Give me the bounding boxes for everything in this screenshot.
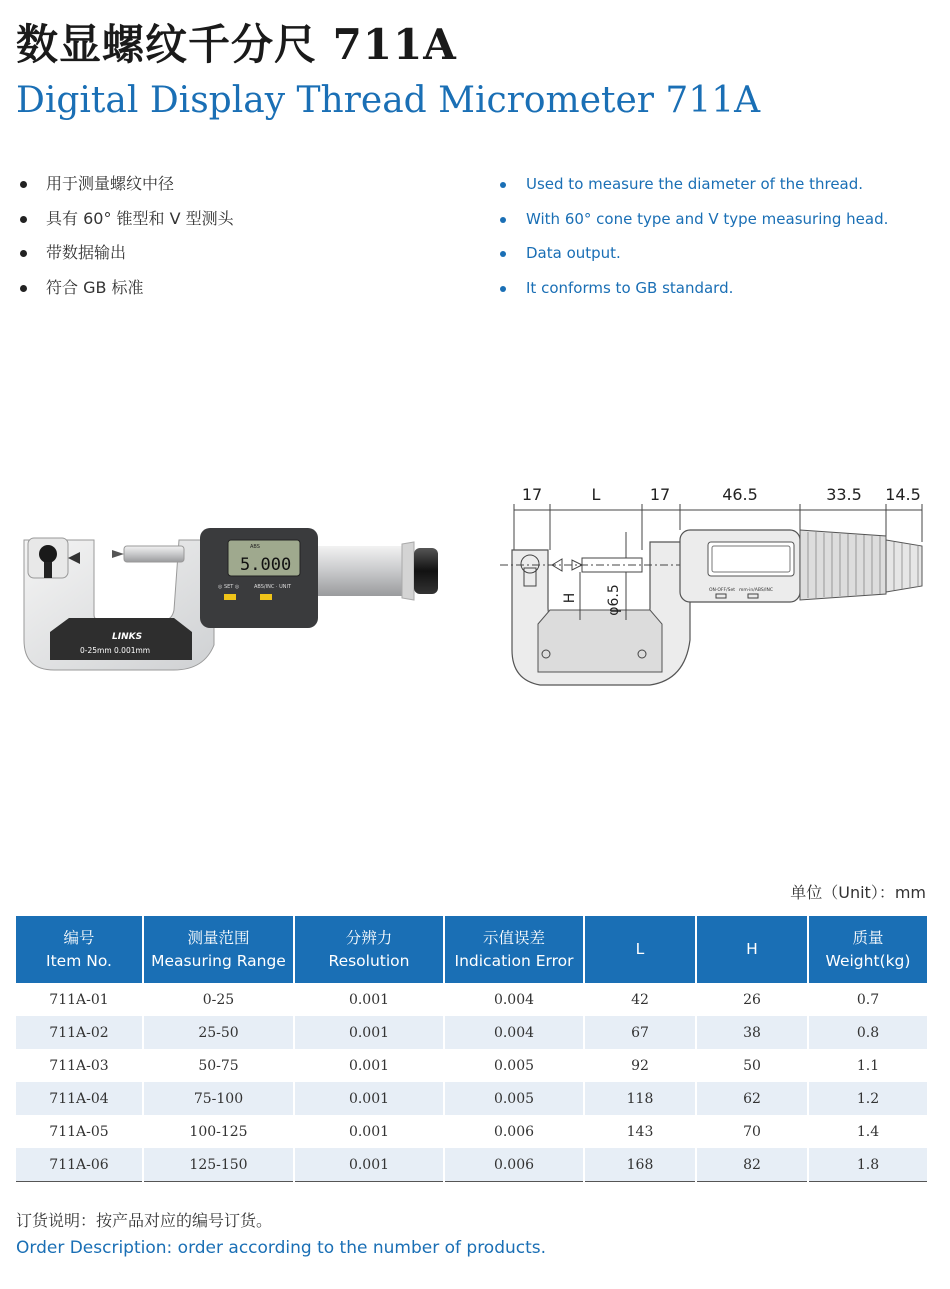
mode-button[interactable] — [260, 594, 272, 600]
dim-label: L — [591, 485, 601, 504]
feature-item: With 60° cone type and V type measuring head. — [500, 207, 888, 242]
table-row: 711A-06 125-150 0.001 0.006 168 82 1.8 — [16, 1148, 927, 1182]
feature-item: 符合 GB 标准 — [20, 276, 234, 311]
spec-table — [16, 916, 927, 1182]
range-label: 0-25mm 0.001mm — [80, 646, 151, 655]
svg-text:◎ SET ◎: ◎ SET ◎ — [218, 584, 240, 590]
order-note-en: Order Description: order according to the number of products. — [16, 1238, 547, 1258]
phi-label: φ6.5 — [606, 584, 622, 616]
lcd-reading: 5.000 — [240, 555, 292, 575]
svg-text:ABS: ABS — [250, 544, 260, 550]
table-row: 711A-02 25-50 0.001 0.004 67 38 0.8 — [16, 1016, 927, 1049]
dim-label: 14.5 — [885, 485, 921, 504]
product-photo — [14, 520, 454, 690]
feature-item: 带数据输出 — [20, 241, 234, 276]
dim-label: 46.5 — [722, 485, 758, 504]
svg-text:mm·in/ABS/INC: mm·in/ABS/INC — [738, 588, 774, 593]
svg-text:ABS/INC · UNIT: ABS/INC · UNIT — [254, 584, 292, 590]
order-note-cn: 订货说明：按产品对应的编号订货。 — [16, 1211, 273, 1230]
table-row: 711A-04 75-100 0.001 0.005 118 62 1.2 — [16, 1082, 927, 1115]
feature-item: 用于测量螺纹中径 — [20, 172, 234, 207]
svg-text:ON·OFF/Set: ON·OFF/Set — [709, 588, 735, 593]
unit-note: 单位（Unit）：mm — [790, 883, 926, 902]
table-row: 711A-03 50-75 0.001 0.005 92 50 1.1 — [16, 1049, 927, 1082]
col-header: 质量 Weight(kg) — [808, 916, 927, 983]
feature-item: Data output. — [500, 241, 888, 276]
col-header: 测量范围 Measuring Range — [143, 916, 294, 983]
page-title-cn: 数显螺纹千分尺 711A — [16, 20, 457, 69]
table-row: 711A-01 0-25 0.001 0.004 42 26 0.7 — [16, 983, 927, 1016]
col-header: 编号 Item No. — [16, 916, 143, 983]
h-label: H — [562, 592, 578, 604]
col-header: 示值误差 Indication Error — [444, 916, 584, 983]
dim-label: 33.5 — [826, 485, 862, 504]
feature-list-cn — [20, 172, 234, 310]
feature-item: 具有 60° 锥型和 V 型测头 — [20, 207, 234, 242]
feature-item: It conforms to GB standard. — [500, 276, 888, 311]
table-row: 711A-05 100-125 0.001 0.006 143 70 1.4 — [16, 1115, 927, 1148]
set-button[interactable] — [224, 594, 236, 600]
col-header: H — [696, 916, 808, 983]
dimension-drawing — [490, 480, 935, 695]
col-header: 分辨力 Resolution — [294, 916, 444, 983]
dim-label: 17 — [649, 485, 671, 504]
dim-label: 17 — [521, 485, 543, 504]
feature-item: Used to measure the diameter of the thread. — [500, 172, 888, 207]
brand-label: LINKS — [112, 632, 143, 642]
page-title-en: Digital Display Thread Micrometer 711A — [16, 80, 761, 121]
feature-list-en — [500, 172, 888, 310]
col-header: L — [584, 916, 696, 983]
